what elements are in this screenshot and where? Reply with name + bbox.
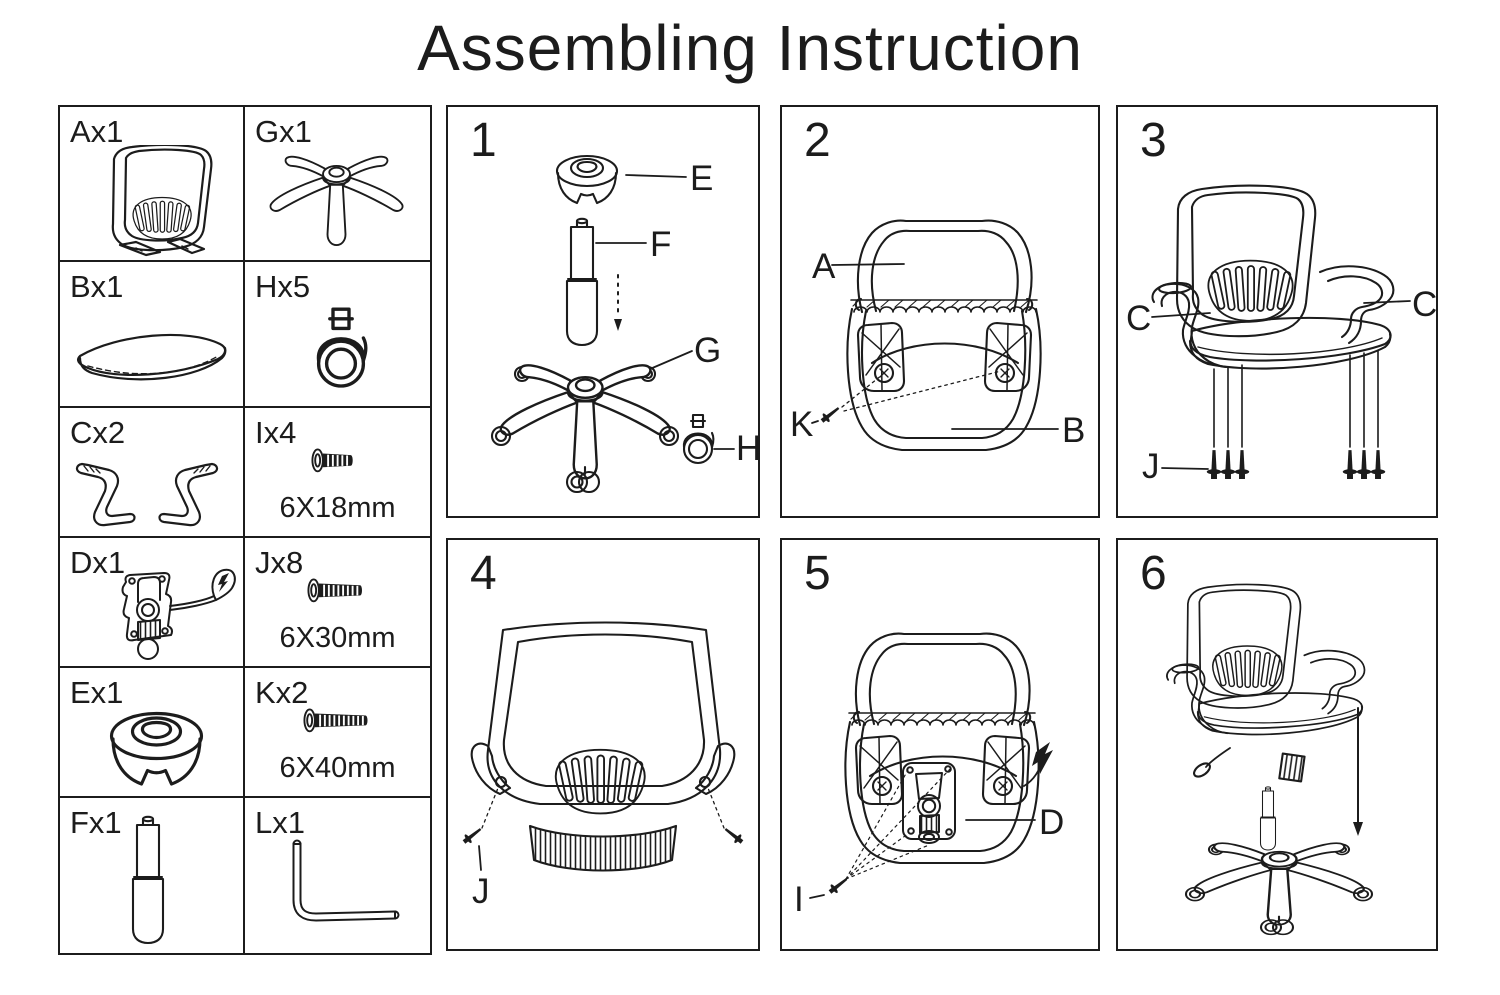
callout-B: B [1062, 411, 1086, 450]
callout-A: A [812, 247, 836, 286]
step-panel-5 [780, 538, 1100, 951]
callout-J: J [472, 872, 490, 911]
callout-H: H [736, 429, 762, 468]
step-4-illustration [448, 540, 758, 949]
step-number: 1 [470, 114, 497, 167]
callout-I: I [794, 880, 804, 919]
callout-C-right: C [1412, 285, 1438, 324]
step-panel-6 [1116, 538, 1438, 951]
part-cell-Jx8 [245, 538, 430, 668]
part-code: Gx1 [255, 114, 312, 149]
step-panel-2 [780, 105, 1100, 518]
page-title: Assembling Instruction [417, 12, 1083, 84]
part-cell-Hx5 [245, 262, 430, 408]
part-cell-Kx2 [245, 668, 430, 798]
backrest-icon [76, 145, 226, 257]
part-cell-Lx1 [245, 798, 430, 953]
step-number: 3 [1140, 114, 1167, 167]
part-code: Kx2 [255, 675, 309, 710]
step-panel-4 [446, 538, 760, 951]
part-cell-Ex1 [60, 668, 245, 798]
screw-size-label: 6X18mm [279, 492, 396, 524]
screw-size-label: 6X30mm [279, 622, 396, 654]
step-number: 4 [470, 547, 497, 600]
part-code: Jx8 [255, 545, 304, 580]
screw-icon [305, 576, 420, 610]
step-number: 5 [804, 547, 831, 600]
part-code: Ex1 [70, 675, 124, 710]
callout-D: D [1039, 803, 1065, 842]
part-cell-Ix4 [245, 408, 430, 538]
step-6-illustration [1118, 540, 1436, 949]
part-cell-Cx2 [60, 408, 245, 538]
step-panel-1 [446, 105, 760, 518]
gas-lift-icon [116, 814, 180, 946]
part-code: Dx1 [70, 545, 126, 580]
part-code: Fx1 [70, 805, 122, 840]
step-5-illustration [782, 540, 1098, 949]
step-2-illustration [782, 107, 1098, 516]
part-code: Ix4 [255, 415, 297, 450]
callout-C-left: C [1126, 299, 1152, 338]
screw-icon [301, 706, 427, 740]
part-cell-Ax1 [60, 107, 245, 262]
part-code: Cx2 [70, 415, 126, 450]
part-code: Hx5 [255, 269, 311, 304]
step-3-illustration [1118, 107, 1436, 516]
screw-size-label: 6X40mm [279, 752, 396, 784]
part-code: Bx1 [70, 269, 124, 304]
part-cell-Dx1 [60, 538, 245, 668]
part-cell-Bx1 [60, 262, 245, 408]
callout-J: J [1142, 447, 1160, 486]
part-cell-Gx1 [245, 107, 430, 262]
allen-key-icon [267, 828, 405, 936]
parts-table [58, 105, 432, 955]
part-cell-Fx1 [60, 798, 245, 953]
seat-cushion-icon [68, 308, 233, 403]
telescope-cover-icon [102, 704, 210, 790]
caster-wheel-icon [307, 304, 373, 396]
step-number: 6 [1140, 547, 1167, 600]
step-panel-3 [1116, 105, 1438, 518]
step-number: 2 [804, 114, 831, 167]
callout-E: E [690, 159, 714, 198]
part-code: Lx1 [255, 805, 305, 840]
callout-K: K [790, 405, 814, 444]
callout-G: G [694, 331, 722, 370]
tilt-mechanism-icon [68, 554, 238, 664]
armrest-bracket-pair-icon [68, 450, 226, 534]
part-code: Ax1 [70, 114, 124, 149]
five-star-base-icon [251, 147, 423, 257]
screw-icon [309, 446, 409, 480]
callout-F: F [650, 225, 672, 264]
